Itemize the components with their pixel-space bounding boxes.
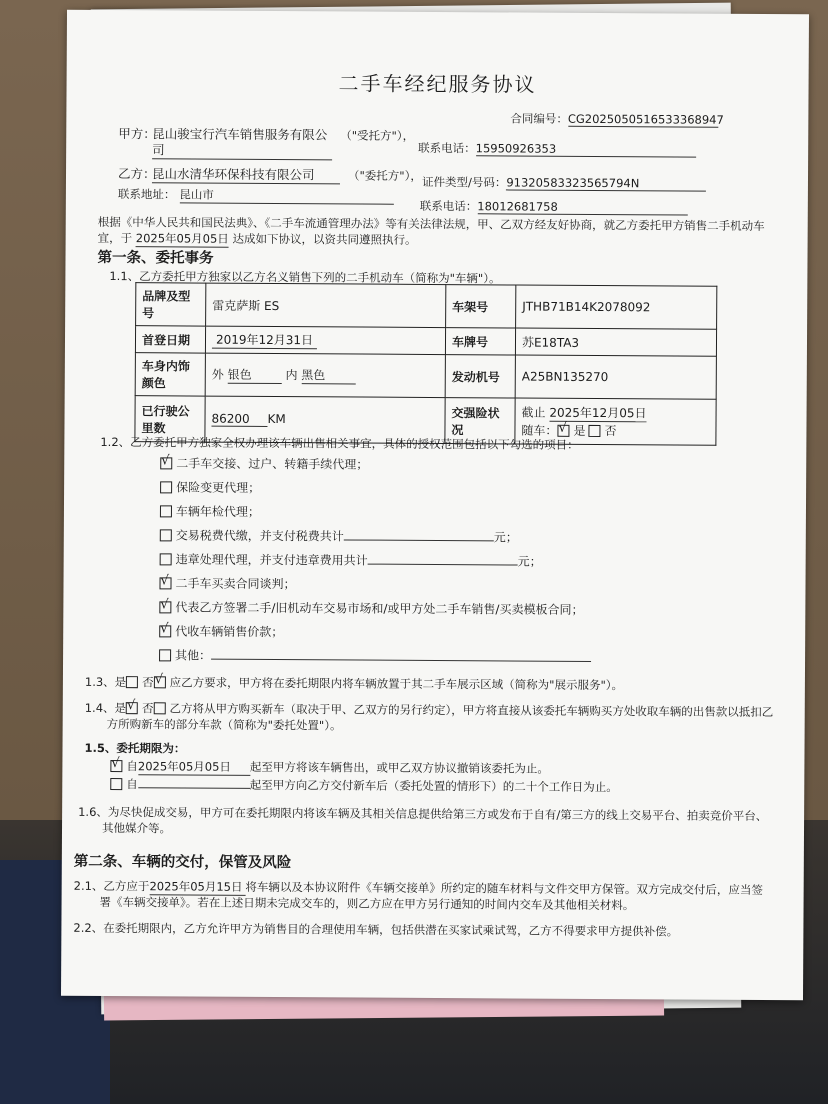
- color-label: 车身内饰颜色: [135, 353, 205, 396]
- brand-label: 品牌及型号: [136, 283, 206, 326]
- checkbox-no[interactable]: [588, 425, 600, 437]
- option-1-checkbox[interactable]: [160, 457, 172, 469]
- mileage-label: 已行驶公里数: [135, 396, 205, 442]
- reg-date-value: 2019年12月31日: [212, 331, 317, 350]
- mileage-value: 86200: [211, 412, 267, 427]
- reg-date-cell: [205, 326, 445, 354]
- clause-1-4: 1.4、是√ 否 乙方将从甲方购买新车（取决于甲、乙双方的另行约定），甲方将直接从该委托车辆购买方处收取车辆的出售款以抵扣乙: [85, 700, 774, 720]
- clause-1-1: 1.1、乙方委托甲方独家以乙方名义销售下列的二手机动车（简称为"车辆"）。: [109, 269, 501, 286]
- clause-1-5-row1: √自2025年05月05日 起至甲方将该车辆售出，或甲乙双方协议撤销该委托为止。: [110, 758, 549, 778]
- option-6: √二手车买卖合同谈判；: [159, 574, 295, 592]
- party-a-phone: 15950926353: [476, 141, 696, 157]
- clause-1-3-yes-box[interactable]: [126, 676, 138, 688]
- option-3-checkbox[interactable]: [160, 505, 172, 517]
- article-2-title: 第二条、车辆的交付，保管及风险: [73, 853, 292, 872]
- clause-1-6-line1: 1.6、为尽快促成交易，甲方可在委托期限内将该车辆及其相关信息提供给第三方或发布于自有/第三方的线上交易平台、拍卖竞价平台、: [78, 804, 768, 824]
- option-4-checkbox[interactable]: [160, 529, 172, 541]
- party-b-address: 昆山市: [179, 186, 393, 204]
- document-title: 二手车经纪服务协议: [338, 71, 537, 97]
- plate-label: 车牌号: [445, 328, 515, 355]
- party-b-address-row: [118, 186, 394, 205]
- insurance-until: 2025年12月05日: [549, 405, 647, 421]
- party-a-phone-label: 联系电话：: [418, 140, 476, 156]
- party-b-phone-label: 联系电话：: [419, 198, 478, 214]
- plate-value: 苏E18TA3: [515, 328, 716, 356]
- table-row: [135, 326, 716, 357]
- engine-label: 发动机号: [445, 355, 515, 398]
- option-9: 其他：: [159, 646, 591, 666]
- color-cell: 外 银色 内 黑色: [205, 353, 445, 397]
- clause-1-3-no-box[interactable]: [154, 676, 166, 688]
- clause-1-6-line2: 其他媒介等。: [101, 820, 172, 836]
- party-b-address-label: 联系地址：: [117, 187, 176, 202]
- party-b-phone-row: [420, 198, 688, 216]
- interior-color: 黑色: [301, 366, 355, 384]
- party-b-id-label: 证件类型/号码：: [421, 174, 507, 190]
- option-2-checkbox[interactable]: [160, 481, 172, 493]
- option-8: √代收车辆销售价款；: [159, 622, 283, 640]
- party-a-name-line2: 司: [152, 140, 332, 160]
- clause-1-4-line2: 方所购新车的部分车款（简称为"委托处置"）。: [106, 716, 342, 733]
- option-2: 保险变更代理；: [160, 478, 260, 496]
- clause-2-2: 2.2、在委托期限内，乙方允许甲方为销售目的合理使用车辆，包括供潜在买家试乘试驾，乙方不得要求甲方提供补偿。: [73, 920, 679, 939]
- contract-number-row: [510, 110, 724, 127]
- table-row: [136, 283, 717, 330]
- term-start-date-2[interactable]: [138, 787, 250, 789]
- clause-2-1-line1: 2.1、乙方应于2025年05月15日 将车辆以及本协议附件《车辆交接单》所约定的随车材料与文件交甲方保管。双方完成交付后，应当签: [73, 878, 763, 898]
- preamble-date: 2025年05月05日: [135, 231, 229, 246]
- contract-page: [61, 10, 809, 1001]
- option-6-checkbox[interactable]: [159, 577, 171, 589]
- tax-amount-field[interactable]: [344, 539, 494, 541]
- option-5-checkbox[interactable]: [160, 553, 172, 565]
- party-b-phone: 18012681758: [477, 199, 687, 215]
- contract-number-label: 合同编号：: [510, 111, 568, 126]
- party-b-label: 乙方：: [117, 166, 156, 182]
- contract-number: CG20250505165333689​47: [567, 111, 724, 127]
- preamble-line-2: 宜，于 2025年05月05日 达成如下协议，以资共同遵照执行。: [97, 230, 417, 247]
- brand-value: 雷克萨斯 ES: [206, 283, 446, 327]
- checkbox-yes[interactable]: [557, 425, 569, 437]
- preamble-line-1: 根据《中华人民共和国民法典》、《二手车流通管理办法》等有关法律法规，甲、乙双方经友好协商，就乙方委托甲方销售二手机动车: [97, 214, 765, 234]
- term-start-date: 2025年05月05日: [138, 758, 250, 776]
- engine-value: A25BN135270: [515, 355, 716, 399]
- party-b-id: 91320583323565794N: [506, 175, 706, 191]
- delivery-date: 2025年05月15日: [149, 878, 245, 896]
- violation-amount-field[interactable]: [368, 564, 518, 566]
- option-4: 交易税费代缴，并支付税费共计 元；: [160, 526, 518, 545]
- party-a-phone-row: [418, 140, 696, 158]
- exterior-color: 银色: [228, 366, 282, 384]
- clause-1-4-no-box[interactable]: [154, 702, 166, 714]
- other-field[interactable]: [211, 659, 591, 662]
- party-a-label: 甲方：: [118, 126, 156, 142]
- clause-1-5-row2: 自 起至甲方向乙方交付新车后（委托处置的情形下）的二十个工作日为止。: [110, 776, 618, 795]
- option-1: √二手车交接、过户、转籍手续代理；: [160, 454, 368, 472]
- table-row: [135, 353, 716, 400]
- insurance-cell: 截止 2025年12月05日 随车：√ 是 否: [515, 398, 716, 445]
- clause-1-4-yes-box[interactable]: [126, 702, 138, 714]
- party-b-role: （"委托方"），: [347, 168, 422, 183]
- insurance-label: 交强险状况: [445, 398, 515, 444]
- term-option-1-checkbox[interactable]: [110, 760, 122, 772]
- option-7-checkbox[interactable]: [159, 601, 171, 613]
- vehicle-table: [134, 282, 717, 446]
- article-1-title: 第一条、委托事务: [97, 249, 214, 267]
- option-9-checkbox[interactable]: [159, 649, 171, 661]
- option-8-checkbox[interactable]: [159, 625, 171, 637]
- vin-label: 车架号: [446, 285, 516, 328]
- option-7: √代表乙方签署二手/旧机动车交易市场和/或甲方处二手车销售/买卖模板合同；: [159, 598, 583, 618]
- reg-date-label: 首登日期: [135, 326, 205, 353]
- party-a-name-line1: 昆山骏宝行汽车销售服务有限公: [152, 126, 328, 143]
- mileage-cell: 86200 KM: [205, 396, 445, 443]
- clause-2-1-line2: 署《车辆交接单》。若在上述日期未完成交车的，则乙方应在甲方另行通知的时间内交车及其他相关材料。: [99, 894, 635, 913]
- party-a-role: （"受托方"），: [340, 128, 415, 143]
- term-option-2-checkbox[interactable]: [110, 778, 122, 790]
- option-5: 违章处理代理，并支付违章费用共计 元；: [160, 550, 542, 569]
- party-b-id-row: [422, 174, 706, 192]
- vin-value: JTHB71B14K2078092: [516, 285, 717, 329]
- party-b-name: 昆山水清华环保科技有限公司: [152, 164, 340, 184]
- clause-1-5-title: 1.5、委托期限为：: [84, 740, 186, 756]
- clause-1-3: 1.3、是 否√ 应乙方要求，甲方将在委托期限内将车辆放置于其二手车展示区域（简称为"展示服务"）。: [85, 674, 623, 693]
- option-3: 车辆年检代理；: [160, 502, 260, 520]
- clause-1-2: 1.2、乙方委托甲方独家全权办理该车辆出售相关事宜，具体的授权范围包括以下勾选的项目：: [100, 434, 579, 452]
